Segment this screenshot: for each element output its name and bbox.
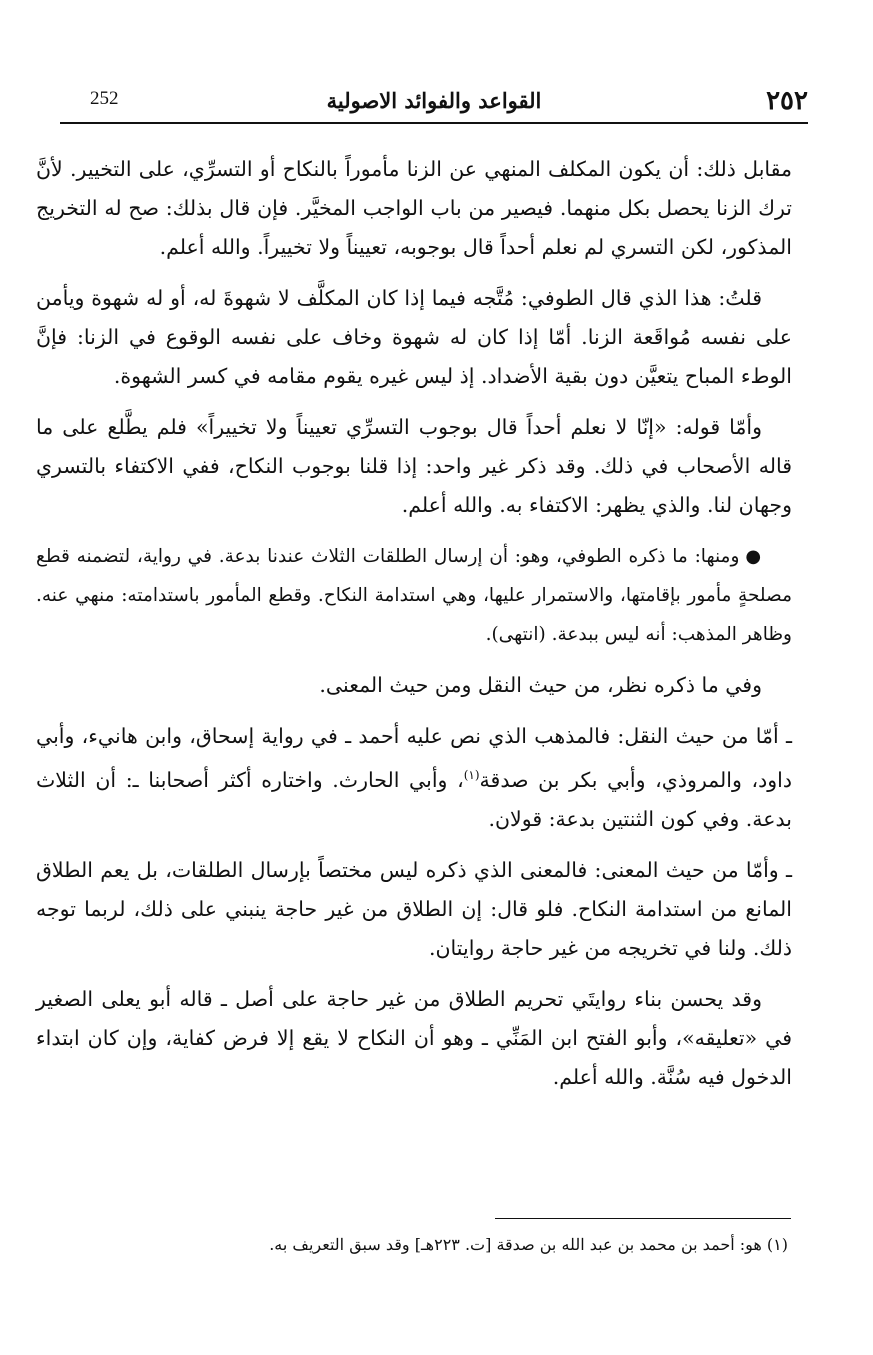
- footnote: (١) هو: أحمد بن محمد بن عبد الله بن صدقة [ت. ٢٢٣هـ] وقد سبق التعريف به.: [269, 1235, 788, 1254]
- paragraph: قلتُ: هذا الذي قال الطوفي: مُتَّجه فيما إذا كان المكلَّف لا شهوةَ له، أو له شهوة ويأمن على نفسه مُواقَعة الزنا. أمّا إذا كان له شهوة وخاف على نفسه الوقوع في الزنا: فإنَّ الوطء المباح يتعيَّن دون بقية الأضداد. إذ ليس غيره يقوم مقامه في كسر الشهوة.: [36, 286, 792, 388]
- paragraph: مقابل ذلك: أن يكون المكلف المنهي عن الزنا مأموراً بالنكاح أو التسرِّي، على التخيير. لأنَّ ترك الزنا يحصل بكل منهما. فيصير من باب الواجب المخيَّر. فإن قال بذلك: صح له التخريج المذكور، لكن التسري لم نعلم أحداً قال بوجوبه، تعييناً ولا تخييراً. والله أعلم.: [36, 157, 792, 259]
- footnote-marker: (١): [463, 768, 480, 782]
- running-title: القواعد والفوائد الاصولية: [326, 88, 542, 113]
- paragraph: [36, 717, 792, 839]
- page-number-latin: 252: [90, 88, 119, 109]
- paragraph-text: ـ أمّا من حيث النقل: فالمذهب الذي نص عليه أحمد ـ في رواية إسحاق، وابن هانيء، وأبي داود، والمروذي، وأبي بكر بن صدقة: [36, 724, 792, 792]
- page-body: [36, 150, 792, 1109]
- page-header: [60, 86, 808, 124]
- paragraph-text: ، وأبي الحارث. واختاره أكثر أصحابنا ـ: أن الثلاث بدعة. وفي كون الثنتين بدعة: قولان.: [36, 767, 792, 831]
- paragraph: وأمّا قوله: «إنّا لا نعلم أحداً قال بوجوب التسرِّي تعييناً ولا تخييراً» فلم يطَّلع على ما قاله الأصحاب في ذلك. وقد ذكر غير واحد: إذا قلنا بوجوب النكاح، ففي الاكتفاء بالتسري وجهان لنا. والذي يظهر: الاكتفاء به. والله أعلم.: [36, 415, 792, 517]
- paragraph: ـ وأمّا من حيث المعنى: فالمعنى الذي ذكره ليس مختصاً بإرسال الطلقات، بل يعم الطلاق المانع من استدامة النكاح. فلو قال: إن الطلاق من غير حاجة ينبني على ذلك، لربما توجه ذلك. ولنا في تخريجه من غير حاجة روايتان.: [36, 857, 792, 960]
- page-number-arabic: ٢٥٢: [766, 86, 808, 116]
- bullet-icon: ●: [745, 546, 762, 567]
- paragraph: وقد يحسن بناء روايتَي تحريم الطلاق من غير حاجة على أصل ـ قاله أبو يعلى الصغير في «تعليقه»، وأبو الفتح ابن المَنِّي ـ وهو أن النكاح لا يقع إلا فرض كفاية، وإن كان ابتداء الدخول فيه سُنَّة. والله أعلم.: [36, 986, 792, 1089]
- footnote-divider: [495, 1218, 791, 1219]
- paragraph: [36, 537, 792, 654]
- paragraph: وفي ما ذكره نظر، من حيث النقل ومن حيث المعنى.: [319, 673, 762, 697]
- paragraph-text: ومنها: ما ذكره الطوفي، وهو: أن إرسال الطلقات الثلاث عندنا بدعة. في رواية، لتضمنه قطع مصلحةٍ مأمور بإقامتها، والاستمرار عليها، وهي استدامة النكاح. وقطع المأمور باستدامته: منهي عنه. وظاهر المذهب: أنه ليس ببدعة. (انتهى).: [36, 546, 792, 645]
